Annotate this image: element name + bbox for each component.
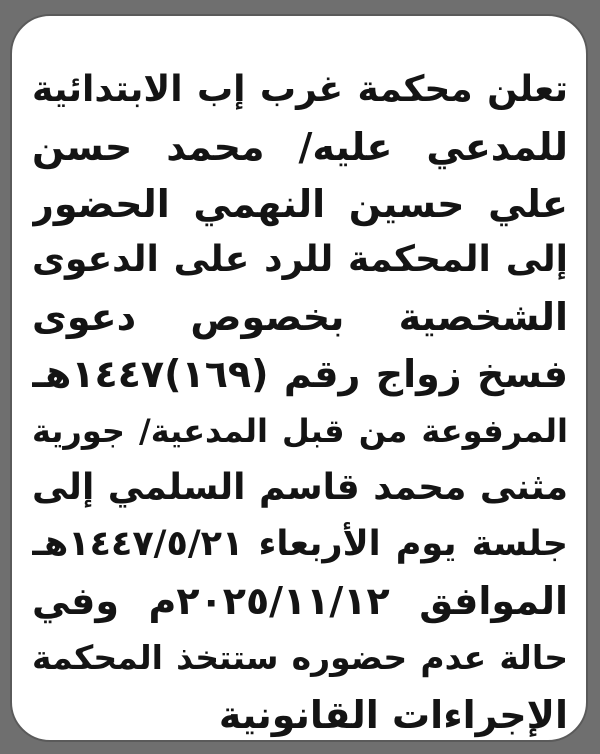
notice-line-5: الشخصية بخصوص دعوى [32,295,568,340]
court-notice-text [32,62,568,744]
notice-line-11: حالة عدم حضوره ستتخذ المحكمة [32,637,568,677]
notice-line-2: للمدعي عليه/ محمد حسن [32,124,568,169]
notice-line-8: مثنى محمد قاسم السلمي إلى [32,466,568,508]
notice-line-3: علي حسين النهمي الحضور [32,181,568,226]
notice-card [10,14,588,742]
notice-line-6: فسخ زواج رقم (١٦٩)١٤٤٧هـ [32,351,568,396]
notice-line-4: إلى المحكمة للرد على الدعوى [32,239,568,281]
notice-line-12: الإجراءات القانونية [218,692,568,737]
notice-line-9: جلسة يوم الأربعاء ١٤٤٧/٥/٢١هـ [32,524,568,565]
notice-line-1: تعلن محكمة غرب إب الابتدائية [32,69,568,110]
notice-line-10: الموافق ٢٠٢٥/١١/١٢م وفي [32,579,568,624]
notice-line-7: المرفوعة من قبل المدعية/ جورية [32,411,568,450]
